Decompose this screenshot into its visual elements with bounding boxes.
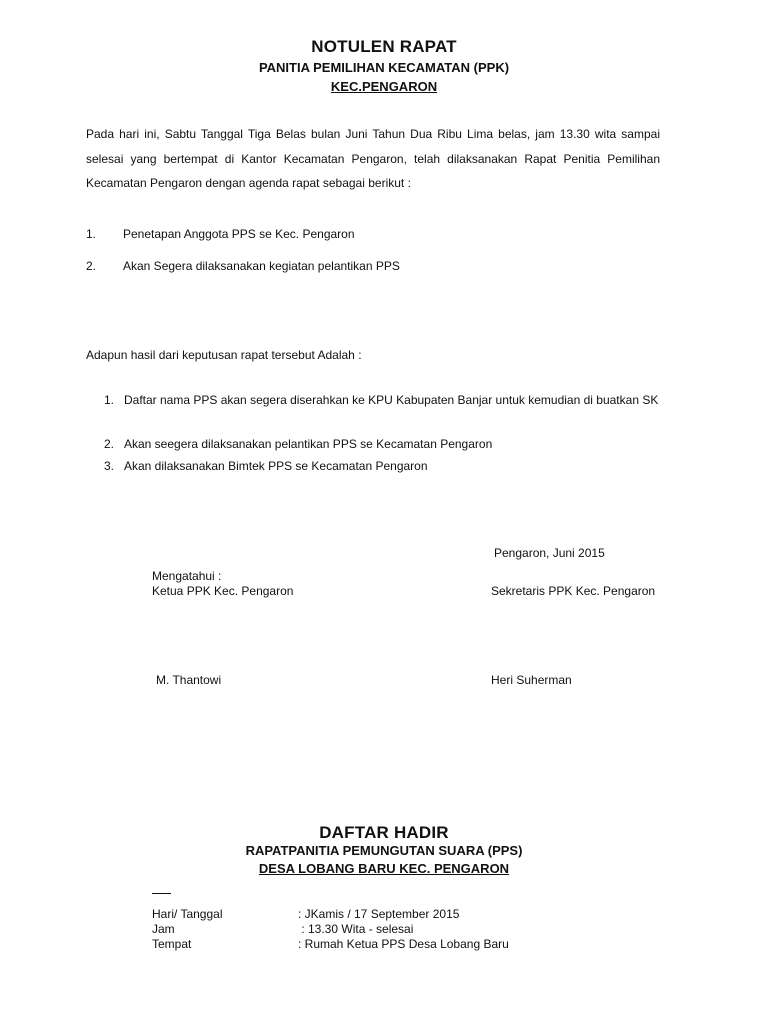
acknowledge-label: Mengatahui : bbox=[152, 569, 222, 583]
agenda-number: 1. bbox=[86, 227, 97, 241]
agenda-item bbox=[86, 227, 355, 241]
result-text: Daftar nama PPS akan segera diserahkan ke KPU Kabupaten Banjar untuk kemudian di buatkan SK bbox=[124, 393, 659, 407]
row-label: Tempat bbox=[152, 937, 192, 951]
intro-paragraph: Pada hari ini, Sabtu Tanggal Tiga Belas bulan Juni Tahun Dua Ribu Lima belas, jam 13.30 wita sampai selesai yang bertempat di Kantor Kecamatan Pengaron, telah dilaksanakan Rapat Penitia Pemilihan Kecamatan Pengaron dengan agenda rapat sebagai berikut : bbox=[86, 127, 660, 190]
result-number: 3. bbox=[104, 459, 115, 473]
notulen-subtitle: PANITIA PEMILIHAN KECAMATAN (PPK) bbox=[258, 60, 510, 75]
result-text: Akan dilaksanakan Bimtek PPS se Kecamatan Pengaron bbox=[124, 459, 428, 473]
result-number: 2. bbox=[104, 437, 115, 451]
place-date: Pengaron, Juni 2015 bbox=[494, 546, 605, 560]
attendance-title: DAFTAR HADIR bbox=[319, 823, 449, 842]
attendance-row-place bbox=[152, 937, 509, 951]
left-signer-role: Ketua PPK Kec. Pengaron bbox=[152, 584, 294, 598]
notulen-title: NOTULEN RAPAT bbox=[311, 37, 457, 56]
agenda-item bbox=[86, 259, 400, 273]
attendance-row-date bbox=[152, 907, 459, 921]
left-signer-name: M. Thantowi bbox=[156, 673, 222, 687]
right-signer-name: Heri Suherman bbox=[491, 673, 572, 687]
row-value: : 13.30 Wita - selesai bbox=[298, 922, 414, 936]
agenda-number: 2. bbox=[86, 259, 97, 273]
attendance-subtitle: RAPATPANITIA PEMUNGUTAN SUARA (PPS) bbox=[245, 843, 523, 858]
attendance-row-time bbox=[152, 922, 413, 936]
result-item bbox=[104, 455, 676, 477]
row-value: : JKamis / 17 September 2015 bbox=[298, 907, 460, 921]
row-value: : Rumah Ketua PPS Desa Lobang Baru bbox=[298, 937, 509, 951]
agenda-text: Penetapan Anggota PPS se Kec. Pengaron bbox=[123, 227, 355, 241]
row-label: Jam bbox=[152, 922, 175, 936]
notulen-location: KEC.PENGARON bbox=[330, 79, 438, 94]
short-rule bbox=[152, 893, 171, 894]
row-label: Hari/ Tanggal bbox=[152, 907, 223, 921]
attendance-location: DESA LOBANG BARU KEC. PENGARON bbox=[258, 861, 510, 876]
right-signer-role: Sekretaris PPK Kec. Pengaron bbox=[491, 584, 656, 598]
result-text: Akan seegera dilaksanakan pelantikan PPS se Kecamatan Pengaron bbox=[124, 437, 493, 451]
agenda-text: Akan Segera dilaksanakan kegiatan pelantikan PPS bbox=[123, 259, 400, 273]
result-item bbox=[104, 389, 676, 411]
results-intro: Adapun hasil dari keputusan rapat tersebut Adalah : bbox=[86, 348, 362, 362]
result-item bbox=[104, 433, 676, 455]
result-number: 1. bbox=[104, 393, 115, 407]
